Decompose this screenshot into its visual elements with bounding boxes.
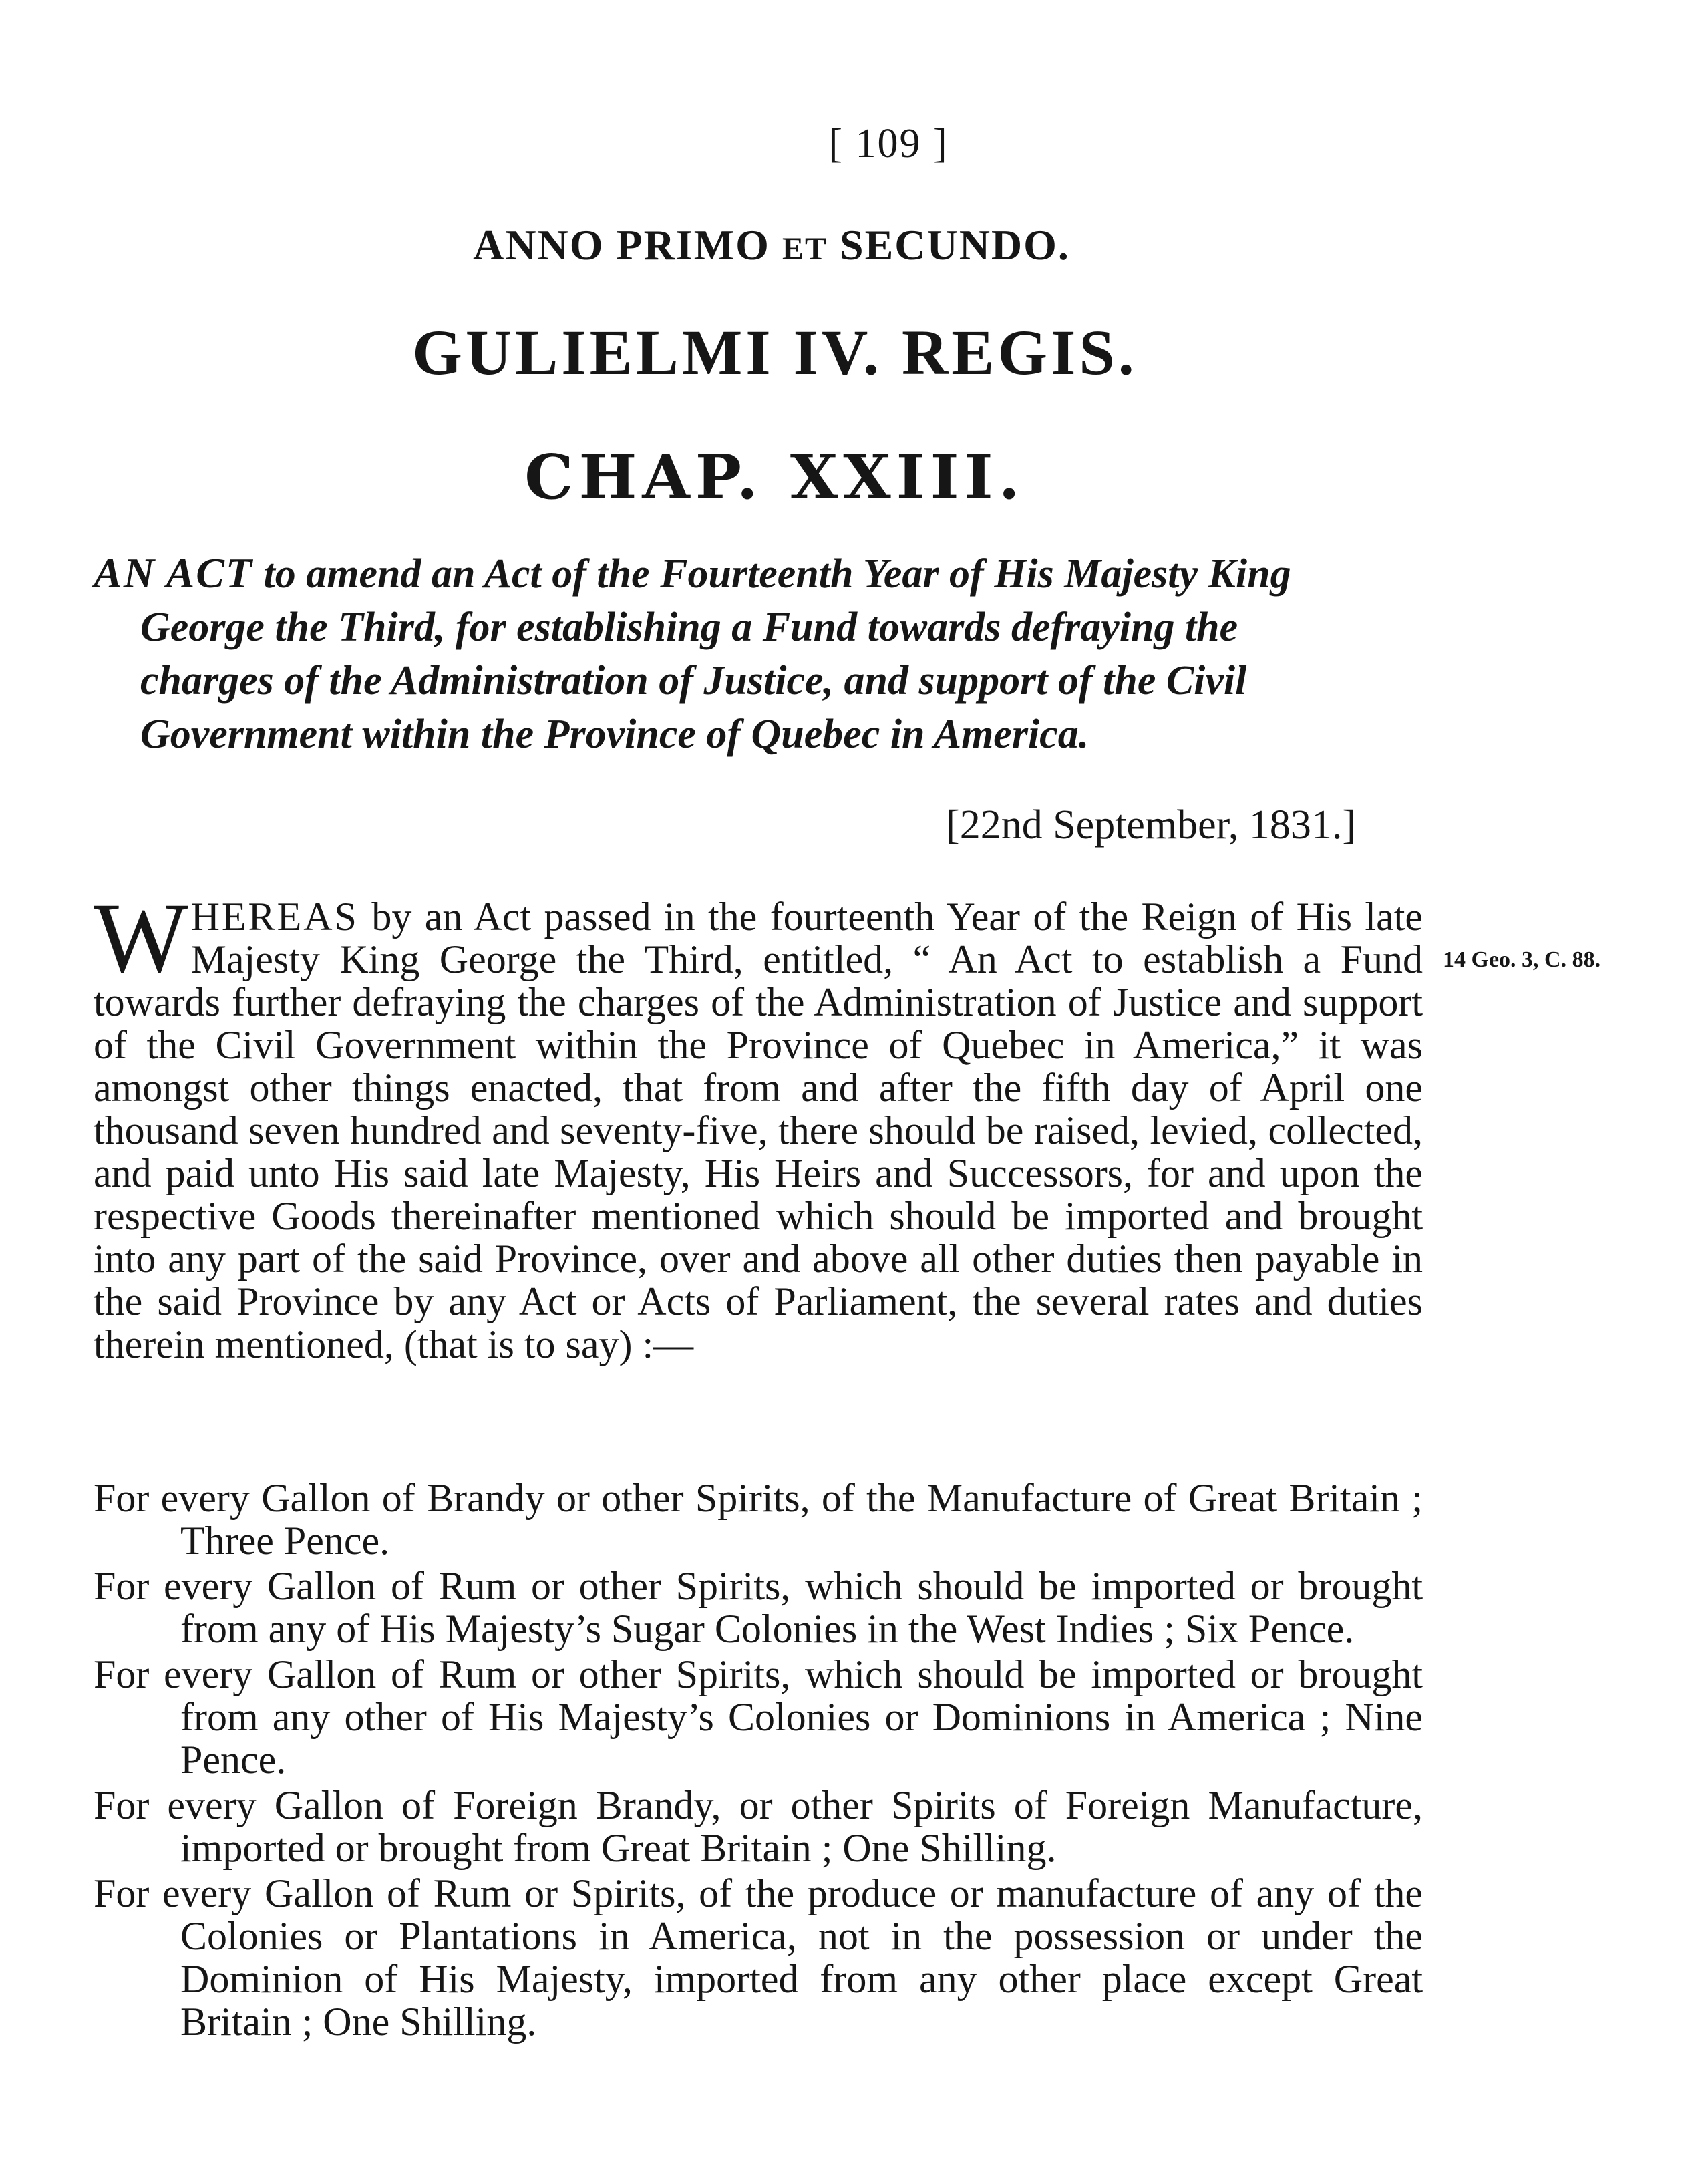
regnal-year-heading bbox=[374, 220, 1169, 270]
act-title bbox=[94, 547, 1369, 761]
list-item: For every Gallon of Rum or Spirits, of the produce or manufacture of any of the Colonies or Plantations in America, not in the possession or under the Dominion of His Majesty, imported from any other place except Great Britain ; One Shilling. bbox=[94, 1871, 1423, 2044]
list-item: For every Gallon of Rum or other Spirits, which should be imported or brought from any other of His Majesty’s Colonies or Dominions in America ; Nine Pence. bbox=[94, 1652, 1423, 1782]
page-number: [ 109 ] bbox=[828, 121, 949, 166]
act-title-text: to amend an Act of the Fourteenth Year of His Majesty King George the Third, for establishing a Fund towards defraying the charges of the Administration of Justice, and support of the Civil Government within the Province of Quebec in America. bbox=[140, 551, 1291, 757]
list-item: For every Gallon of Foreign Brandy, or other Spirits of Foreign Manufacture, imported or brought from Great Britain ; One Shilling. bbox=[94, 1783, 1423, 1870]
regnal-year-main: ANNO PRIMO bbox=[473, 221, 770, 269]
recital-paragraph bbox=[94, 883, 1423, 1366]
list-item: For every Gallon of Brandy or other Spirits, of the Manufacture of Great Britain ; Three Pence. bbox=[94, 1476, 1423, 1563]
monarch-heading: GULIELMI IV. REGIS. bbox=[412, 317, 1138, 388]
duty-provisions-list bbox=[94, 1476, 1423, 2046]
regnal-year-end: SECUNDO. bbox=[839, 221, 1070, 269]
regnal-year-connector: ET bbox=[782, 231, 828, 267]
margin-note: 14 Geo. 3, C. 88. bbox=[1443, 947, 1601, 972]
act-title-lead: AN ACT bbox=[94, 549, 253, 597]
assent-date: [22nd September, 1831.] bbox=[946, 802, 1356, 848]
list-item: For every Gallon of Rum or other Spirits, which should be imported or brought from any of His Majesty’s Sugar Colonies in the West Indies ; Six Pence. bbox=[94, 1564, 1423, 1651]
recital-lead-caps: HEREAS bbox=[190, 895, 359, 939]
recital-text: by an Act passed in the fourteenth Year of the Reign of His late Majesty King George the Third, entitled, “ An Act to establish a Fund towards further defraying the charges of the Administration of Justice and support of the Civil Government within the Province of Quebec in America,” it was amongst other things enacted, that from and after the fifth day of April one thousand seven hundred and seventy-five, there should be raised, levied, collected, and paid unto His said late Majesty, His Heirs and Successors, for and upon the respective Goods thereinafter mentioned which should be imported and brought into any part of the said Province, over and above all other duties then payable in the said Province by any Act or Acts of Parliament, the several rates and duties therein mentioned, (that is to say) :— bbox=[94, 895, 1423, 1366]
chapter-heading: CHAP. XXIII. bbox=[524, 441, 1025, 513]
drop-cap: W bbox=[94, 883, 188, 993]
